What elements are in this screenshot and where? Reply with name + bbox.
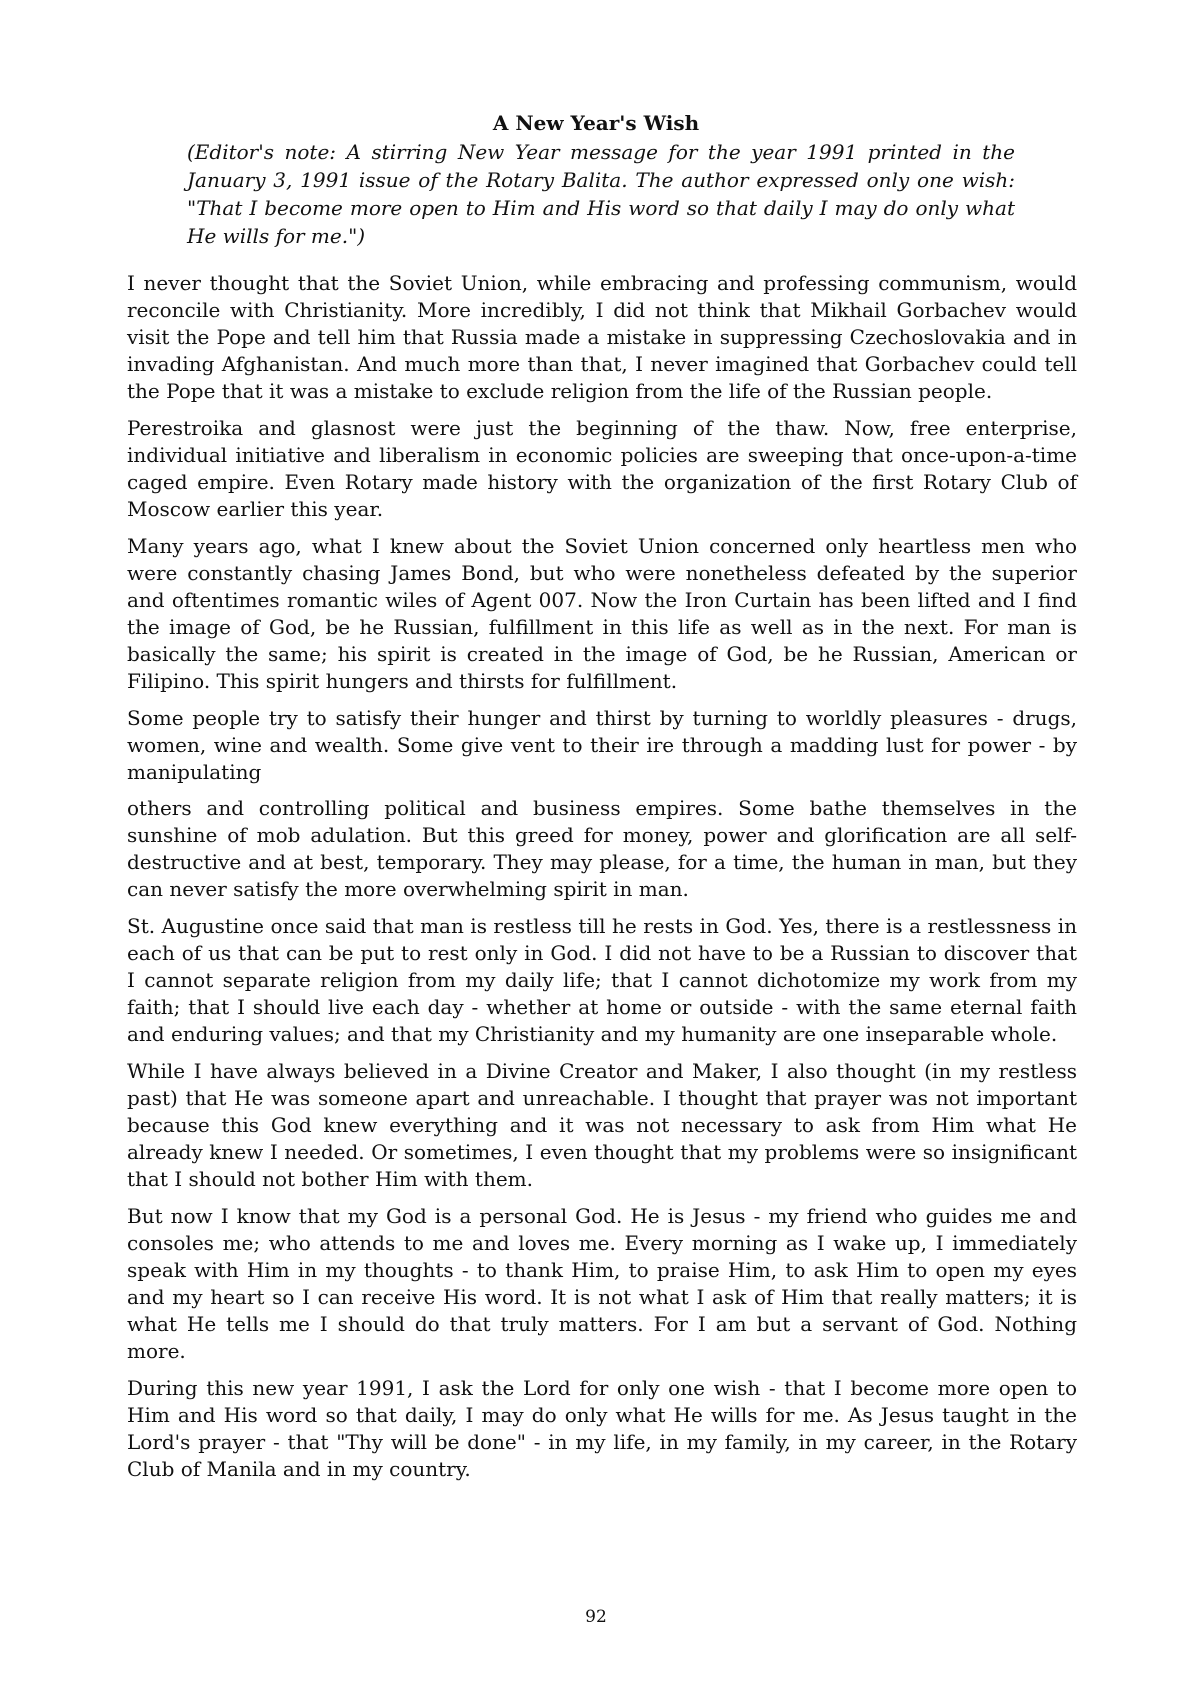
page-number: 92 — [585, 1607, 607, 1627]
paragraph: Some people try to satisfy their hunger and thirst by turning to worldly pleasures - drugs, women, wine and wealth. Some give vent to their ire through a madding lust for power - by manipulating — [127, 706, 1077, 784]
editor-note: (Editor's note: A stirring New Year message for the year 1991 printed in the January 3, 1991 issue of the Rotary Balita. The author expressed only one wish: "That I become more open to Him and His word so that daily I may do only what He wills for me.") — [187, 140, 1015, 248]
paragraph: Many years ago, what I knew about the Soviet Union concerned only heartless men who were constantly chasing James Bond, but who were nonetheless defeated by the superior and oftentimes romantic wiles of Agent 007. Now the Iron Curtain has been lifted and I find the image of God, be he Russian, fulfillment in this life as well as in the next. For man is basically the same; his spirit is created in the image of God, be he Russian, American or Filipino. This spirit hungers and thirsts for fulfillment. — [127, 534, 1077, 693]
paragraph: While I have always believed in a Divine Creator and Maker, I also thought (in my restless past) that He was someone apart and unreachable. I thought that prayer was not important because this God knew everything and it was not necessary to ask from Him what He already knew I needed. Or sometimes, I even thought that my problems were so insignificant that I should not bother Him with them. — [127, 1059, 1077, 1191]
paragraph: others and controlling political and business empires. Some bathe themselves in the sunshine of mob adulation. But this greed for money, power and glorification are all self-destructive and at best, temporary. They may please, for a time, the human in man, but they can never satisfy the more overwhelming spirit in man. — [127, 796, 1077, 901]
article-body — [127, 270, 1077, 1493]
paragraph: During this new year 1991, I ask the Lord for only one wish - that I become more open to Him and His word so that daily, I may do only what He wills for me. As Jesus taught in the Lord's prayer - that "Thy will be done" - in my life, in my family, in my career, in the Rotary Club of Manila and in my country. — [127, 1376, 1077, 1481]
paragraph: But now I know that my God is a personal God. He is Jesus - my friend who guides me and consoles me; who attends to me and loves me. Every morning as I wake up, I immediately speak with Him in my thoughts - to thank Him, to praise Him, to ask Him to open my eyes and my heart so I can receive His word. It is not what I ask of Him that really matters; it is what He tells me I should do that truly matters. For I am but a servant of God. Nothing more. — [127, 1204, 1077, 1363]
paragraph: I never thought that the Soviet Union, while embracing and professing communism, would reconcile with Christianity. More incredibly, I did not think that Mikhail Gorbachev would visit the Pope and tell him that Russia made a mistake in suppressing Czechoslovakia and in invading Afghanistan. And much more than that, I never imagined that Gorbachev could tell the Pope that it was a mistake to exclude religion from the life of the Russian people. — [127, 271, 1077, 403]
paragraph: Perestroika and glasnost were just the beginning of the thaw. Now, free enterprise, individual initiative and liberalism in economic policies are sweeping that once-upon-a-time caged empire. Even Rotary made history with the organization of the first Rotary Club of Moscow earlier this year. — [127, 416, 1077, 521]
article-title: A New Year's Wish — [492, 111, 700, 135]
paragraph: St. Augustine once said that man is restless till he rests in God. Yes, there is a restlessness in each of us that can be put to rest only in God. I did not have to be a Russian to discover that I cannot separate religion from my daily life; that I cannot dichotomize my work from my faith; that I should live each day - whether at home or outside - with the same eternal faith and enduring values; and that my Christianity and my humanity are one inseparable whole. — [127, 914, 1077, 1046]
